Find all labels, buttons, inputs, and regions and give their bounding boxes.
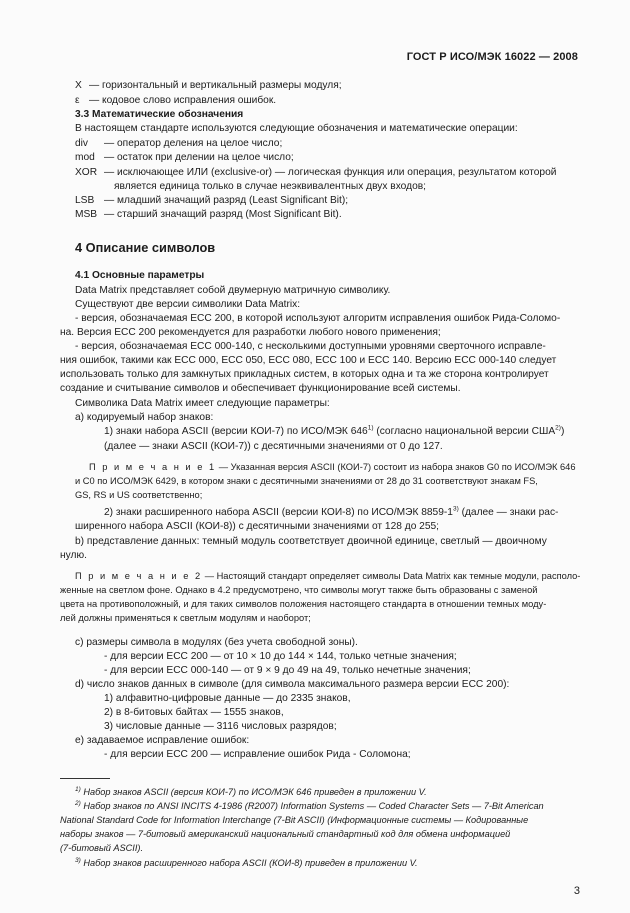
def-sym-eps: ε — [75, 95, 80, 106]
def-sym-lsb: LSB — [75, 195, 95, 206]
def-text-lsb: — младший значащий разряд (Least Significant Bit); — [104, 195, 349, 206]
version-ecc000-line: создание и считывание символов и обеспечивает функционирование всей системы. — [60, 383, 461, 394]
def-text-div: — оператор деления на целое число; — [104, 138, 283, 149]
paragraph: Data Matrix представляет собой двумерную матричную символику. — [75, 285, 391, 296]
version-ecc200-line: на. Версия ECC 200 рекомендуется для разработки любого нового применения; — [60, 327, 441, 338]
param-a1-line: (далее — знаки ASCII (КОИ-7)) с десятичными значениями от 0 до 127. — [104, 441, 443, 452]
note-1-line: и C0 по ИСО/МЭК 6429, в котором знаки с десятичными значениями от 28 до 31 соответствуют знакам FS, — [75, 476, 538, 486]
param-d3: 3) числовые данные — 3116 числовых разрядов; — [104, 721, 337, 732]
section-4-title: 4 Описание символов — [75, 240, 216, 255]
param-a2-line: 2) знаки расширенного набора ASCII (версии КОИ-8) по ИСО/МЭК 8859-1$^{3)}$ (далее — знаки рас- — [104, 505, 559, 518]
page-header: ГОСТ Р ИСО/МЭК 16022 — 2008 — [406, 51, 578, 63]
def-text-xor: — исключающее ИЛИ (exclusive-or) — логическая функция или операция, результатом которой — [104, 167, 557, 178]
def-text-msb: — старший значащий разряд (Most Significant Bit). — [104, 209, 342, 220]
paragraph: Существуют две версии символики Data Matrix: — [75, 299, 301, 310]
footnote-2-line: National Standard Code for Information Interchange (7-Bit ASCII) (Информационные системы — Кодированные — [60, 815, 529, 825]
param-d2: 2) в 8-битовых байтах — 1555 знаков, — [104, 707, 284, 718]
param-a2-line: ширенного набора ASCII (КОИ-8)) с десятичными значениями от 128 до 255; — [75, 521, 440, 532]
note-2-line: цвета на противоположный, и для таких символов положения настоящего стандарта в отношении темных моду- — [60, 599, 547, 609]
param-a1-line: 1) знаки набора ASCII (версии КОИ-7) по ИСО/МЭК 646$^{1)}$ (согласно национальной версии США$^{2)}$) — [104, 424, 565, 437]
def-sym-msb: MSB — [75, 209, 98, 220]
note-2: П р и м е ч а н и е 2 — Настоящий стандарт определяет символы Data Matrix как темные модули, располо- — [75, 571, 581, 581]
footnote-2-line: наборы знаков — 7-битовый американский национальный стандартный код для обмена информацией — [60, 829, 511, 839]
param-a: а) кодируемый набор знаков: — [75, 412, 214, 423]
section-4-1-title: 4.1 Основные параметры — [75, 270, 205, 281]
param-c2: - для версии ECC 000-140 — от 9 × 9 до 49 на 49, только нечетные значения; — [104, 665, 471, 676]
note-2-line: женные на светлом фоне. Однако в 4.2 предусмотрено, что символы могут также быть образованы с заменой — [60, 585, 538, 595]
version-ecc000-line: ния ошибок, такими как ECC 000, ECC 050, ECC 080, ECC 100 и ECC 140. Версию ECC 000-140 следует — [60, 355, 557, 366]
section-3-3-intro: В настоящем стандарте используются следующие обозначения и математические операции: — [75, 123, 518, 134]
footnote-3: $^{3)}$ Набор знаков расширенного набора ASCII (КОИ-8) приведен в приложении V. — [75, 856, 418, 868]
footnote-1: $^{1)}$ Набор знаков ASCII (версия КОИ-7) по ИСО/МЭК 646 приведен в приложении V. — [75, 785, 427, 797]
def-sym-div: div — [75, 138, 89, 149]
param-c1: - для версии ECC 200 — от 10 × 10 до 144 × 144, только четные значения; — [104, 651, 457, 662]
section-3-3-title: 3.3 Математические обозначения — [75, 109, 244, 120]
def-text-xor-cont: является единица только в случае неэквивалентных двух входов; — [114, 181, 426, 192]
footnote-2: $^{2)}$ Набор знаков по ANSI INCITS 4-1986 (R2007) Information Systems — Coded Character Sets — 7-Bit American — [75, 799, 544, 811]
def-sym-mod: mod — [75, 152, 95, 163]
def-sym-x: X — [75, 80, 82, 91]
param-b: b) представление данных: темный модуль соответствует двоичной единице, светлый — двоичному — [75, 536, 547, 547]
footnote-divider — [60, 778, 110, 779]
note-1: П р и м е ч а н и е 1 — Указанная версия ASCII (КОИ-7) состоит из набора знаков G0 по ИСО/МЭК 646 — [89, 462, 576, 472]
def-sym-xor: XOR — [75, 167, 98, 178]
version-ecc000-line: - версия, обозначаемая ECC 000-140, с несколькими доступными уровнями сверточного исправле- — [75, 341, 546, 352]
def-text-mod: — остаток при делении на целое число; — [104, 152, 294, 163]
def-text-x: — горизонтальный и вертикальный размеры модуля; — [89, 80, 342, 91]
page-number: 3 — [573, 885, 580, 897]
param-c: с) размеры символа в модулях (без учета свободной зоны). — [75, 637, 358, 648]
param-d: d) число знаков данных в символе (для символа максимального размера версии ECC 200): — [75, 679, 510, 690]
param-e: е) задаваемое исправление ошибок: — [75, 735, 250, 746]
footnote-2-line: (7-битовый ASCII). — [60, 843, 143, 853]
param-e1: - для версии ECC 200 — исправление ошибок Рида - Соломона; — [104, 749, 411, 760]
version-ecc000-line: использовать только для замкнутых прикладных систем, в которых одна и та же сторона контролирует — [60, 369, 549, 380]
params-intro: Символика Data Matrix имеет следующие параметры: — [75, 398, 330, 409]
def-text-eps: — кодовое слово исправления ошибок. — [89, 95, 277, 106]
param-b-line: нулю. — [60, 550, 87, 561]
version-ecc200-line: - версия, обозначаемая ECC 200, в которой используют алгоритм исправления ошибок Рида-Соломо- — [75, 313, 561, 324]
note-1-line: GS, RS и US соответственно; — [75, 490, 203, 500]
note-2-line: лей должны применяться к светлым модулям и наоборот; — [60, 613, 311, 623]
param-d1: 1) алфавитно-цифровые данные — до 2335 знаков, — [104, 693, 351, 704]
